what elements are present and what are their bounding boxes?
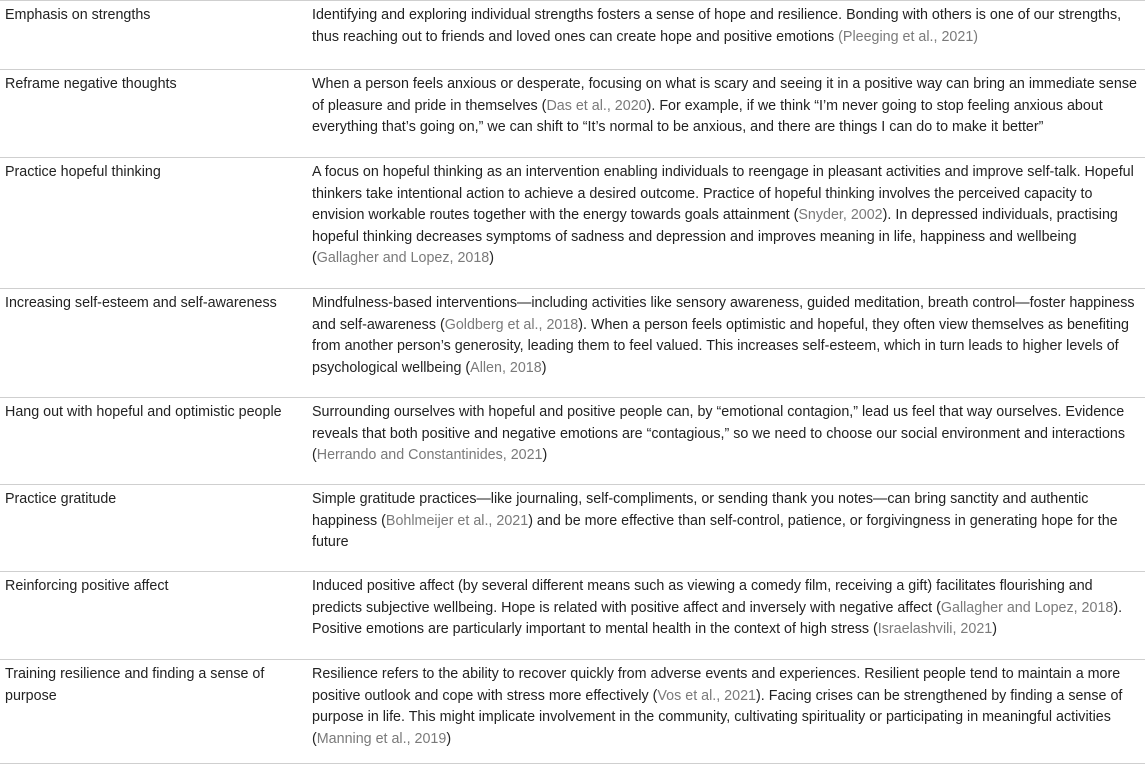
description-text: Induced positive affect (by several different means such as viewing a comedy film, receiving a gift) facilitates flourishing and predicts subjective wellbeing. Hope is related with positive affect and inversely with negative affect ( (312, 578, 1093, 616)
citation-link[interactable]: Herrando and Constantinides, 2021 (316, 447, 543, 463)
table-row (0, 397, 1145, 484)
citation-link[interactable]: Das et al., 2020 (546, 97, 647, 114)
table-row (0, 571, 1145, 659)
strategy-description (312, 398, 1145, 484)
description-text: ) (992, 621, 998, 637)
table-row (0, 157, 1145, 288)
strategy-label: Practice hopeful thinking (5, 164, 161, 180)
table-row (0, 288, 1145, 397)
citation-link[interactable]: Manning et al., 2019 (316, 730, 447, 747)
description-text: ) (489, 250, 495, 266)
table-row (0, 659, 1145, 764)
description-text: Resilience refers to the ability to recover quickly from adverse events and experiences. Resilient people tend to maintain a more positive outlook and cope with stress more effectively ( (312, 666, 1121, 704)
description-text: Mindfulness-based interventions—including activities like sensory awareness, guided meditation, breath control—foster happiness and self-awareness ( (312, 295, 1135, 333)
description-text: ). Facing crises can be strengthened by finding a sense of purpose in life. This might implicate involvement in the community, cultivating spirituality or participating in meaningful activities ( (312, 687, 1123, 747)
citation-link[interactable]: Goldberg et al., 2018 (444, 316, 579, 333)
description-text: ). Positive emotions are particularly important to mental health in the context of high stress ( (312, 599, 1123, 637)
description-text: ). In depressed individuals, practising hopeful thinking decreases symptoms of sadness and depression and improves meaning in life, happiness and wellbeing ( (312, 207, 1118, 266)
description-text: ) (446, 730, 452, 747)
citation-link[interactable]: Gallagher and Lopez, 2018 (940, 599, 1114, 616)
strategy-label: Practice gratitude (5, 491, 117, 507)
strategy-label: Emphasis on strengths (5, 7, 151, 23)
description-text: Surrounding ourselves with hopeful and positive people can, by “emotional contagion,” lead us feel that way ourselves. Evidence reveals that both positive and negative emotions are “contagious,” so we need to choose our social environment and interactions ( (312, 404, 1126, 463)
strategy-label: Hang out with hopeful and optimistic people (5, 404, 282, 420)
description-text: ) and be more effective than self-control, patience, or forgivingness in generating hope for the future (312, 512, 1118, 550)
strategy-description (312, 158, 1145, 288)
strategy-label: Reframe negative thoughts (5, 76, 177, 92)
description-text: ) (542, 447, 548, 463)
strategy-description (312, 70, 1145, 157)
description-text: Simple gratitude practices—like journaling, self-compliments, or sending thank you notes—can bring sanctity and authentic happiness ( (312, 491, 1089, 529)
description-text: ) (541, 359, 547, 376)
citation-link[interactable]: Allen, 2018 (470, 359, 542, 376)
description-text: ). For example, if we think “I’m never going to stop feeling anxious about everything that’s going on,” we can shift to “It’s normal to be anxious, and there are things I can do to make it better” (312, 97, 1103, 135)
strategy-description (312, 1, 1145, 69)
table-row (0, 484, 1145, 571)
citation-link[interactable]: Vos et al., 2021 (657, 687, 756, 704)
strategy-label: Reinforcing positive affect (5, 578, 169, 594)
citation-link[interactable]: Bohlmeijer et al., 2021 (385, 512, 529, 529)
strategy-description (312, 289, 1145, 397)
citation-link[interactable]: Israelashvili, 2021 (877, 621, 993, 637)
strategy-label: Increasing self-esteem and self-awareness (5, 295, 277, 311)
citation-link[interactable]: Gallagher and Lopez, 2018 (316, 250, 490, 266)
strategy-description (312, 572, 1145, 659)
strategy-description (312, 485, 1145, 571)
description-text: When a person feels anxious or desperate, focusing on what is scary and seeing it in a positive way can bring an immediate sense of pleasure and pride in themselves ( (312, 76, 1137, 114)
description-text: Identifying and exploring individual strengths fosters a sense of hope and resilience. Bonding with others is one of our strengths, thus reaching out to friends and loved ones can create hope and positive emotions (312, 7, 1122, 45)
description-text: ). When a person feels optimistic and hopeful, they often view themselves as benefiting from another person’s generosity, leading them to feel valued. This increases self-esteem, which in turn leads to higher levels of psychological wellbeing ( (312, 316, 1129, 376)
citation-link[interactable]: (Pleeging et al., 2021) (838, 28, 979, 45)
table-row (0, 0, 1145, 69)
description-text: A focus on hopeful thinking as an intervention enabling individuals to reengage in pleasant activities and improve self-talk. Hopeful thinkers take intentional action to achieve a desired outcome. Practice of hopeful thinking involves the perceived capacity to envision workable routes together with the energy towards goals attainment ( (312, 164, 1134, 223)
citation-link[interactable]: Snyder, 2002 (798, 207, 883, 223)
strategy-label: Training resilience and finding a sense of purpose (5, 666, 265, 704)
table-row (0, 69, 1145, 157)
strategy-description (312, 660, 1145, 763)
